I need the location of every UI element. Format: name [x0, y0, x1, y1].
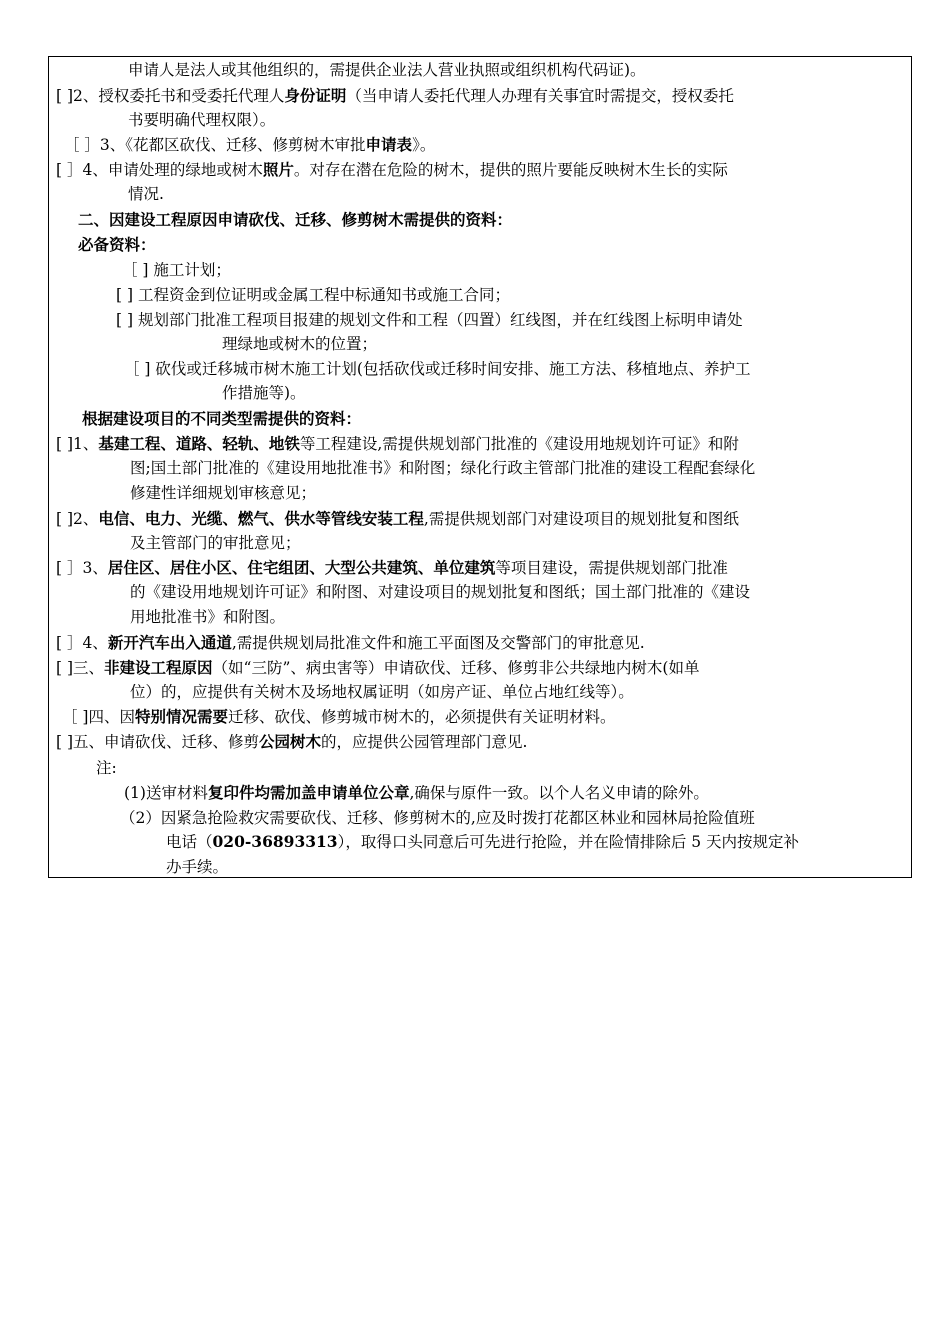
text-line: 办手续。 [166, 858, 229, 876]
text-line: 图;国土部门批准的《建设用地批准书》和附图；绿化行政主管部门批准的建设工程配套绿化 [130, 459, 756, 477]
checklist-item: [ ］3、居住区、居住小区、住宅组团、大型公共建筑、单位建筑等项目建设，需提供规划部门批准 [56, 558, 728, 577]
checklist-item-application-form: ［ ］3、《花都区砍伐、迁移、修剪树木审批申请表》。 [64, 135, 436, 154]
checklist-item: [ ］4、新开汽车出入通道,需提供规划局批准文件和施工平面图及交警部门的审批意见. [56, 633, 645, 652]
subsection-heading: 必备资料： [78, 236, 156, 254]
text-line: 用地批准书》和附图。 [130, 608, 286, 626]
text-line: 情况. [128, 185, 164, 203]
text-line: 修建性详细规划审核意见； [130, 484, 317, 502]
text-line: 申请人是法人或其他组织的，需提供企业法人营业执照或组织机构代码证)。 [128, 61, 646, 79]
text-line: 的《建设用地规划许可证》和附图、对建设项目的规划批复和图纸；国土部门批准的《建设 [130, 583, 751, 601]
checklist-item: ［ ] 砍伐或迁移城市树木施工计划(包括砍伐或迁移时间安排、施工方法、移植地点、养护工 [124, 360, 751, 378]
text-line: 及主管部门的审批意见； [130, 534, 301, 552]
checklist-item: [ ]1、基建工程、道路、轻轨、地铁等工程建设,需提供规划部门批准的《建设用地规划许可证》和附 [56, 434, 739, 453]
checklist-item: ［ ]四、因特别情况需要迁移、砍伐、修剪城市树木的，必须提供有关证明材料。 [62, 707, 616, 726]
checklist-item: [ ]2、电信、电力、光缆、燃气、供水等管线安装工程,需提供规划部门对建设项目的规划批复和图纸 [56, 509, 739, 528]
text-line: 理绿地或树木的位置； [222, 335, 378, 353]
checklist-item: [ ]五、申请砍伐、迁移、修剪公园树木的，应提供公园管理部门意见. [56, 732, 528, 751]
checklist-item-photos: [ ］4、申请处理的绿地或树木照片。对存在潜在危险的树木，提供的照片要能反映树木生长的实际 [56, 160, 728, 179]
checklist-item-proxy: [ ]2、授权委托书和受委托代理人身份证明（当申请人委托代理人办理有关事宜时需提交，授权委托 [56, 86, 734, 105]
subsection-heading: 根据建设项目的不同类型需提供的资料： [82, 410, 362, 428]
checklist-item: [ ]三、非建设工程原因（如“三防”、病虫害等）申请砍伐、迁移、修剪非公共绿地内树木(如单 [56, 658, 700, 677]
text-line: 电话（020-36893313），取得口头同意后可先进行抢险，并在险情排除后 5 天内按规定补 [166, 832, 800, 851]
text-line: 作措施等)。 [222, 384, 306, 402]
text-line: 书要明确代理权限）。 [128, 111, 276, 129]
section-heading: 二、因建设工程原因申请砍伐、迁移、修剪树木需提供的资料： [78, 211, 513, 229]
checklist-item: [ ] 工程资金到位证明或金属工程中标通知书或施工合同； [116, 286, 510, 304]
note-item: (1)送审材料复印件均需加盖申请单位公章,确保与原件一致。以个人名义申请的除外。 [124, 783, 709, 802]
note-item: （2）因紧急抢险救灾需要砍伐、迁移、修剪树木的,应及时拨打花都区林业和园林局抢险值班 [120, 809, 755, 827]
text-line: 位）的，应提供有关树木及场地权属证明（如房产证、单位占地红线等）。 [130, 683, 634, 701]
notes-label: 注: [96, 759, 117, 777]
checklist-item: ［ ] 施工计划； [122, 261, 231, 279]
checklist-item: [ ] 规划部门批准工程项目报建的规划文件和工程（四置）红线图，并在红线图上标明申请处 [116, 311, 743, 329]
